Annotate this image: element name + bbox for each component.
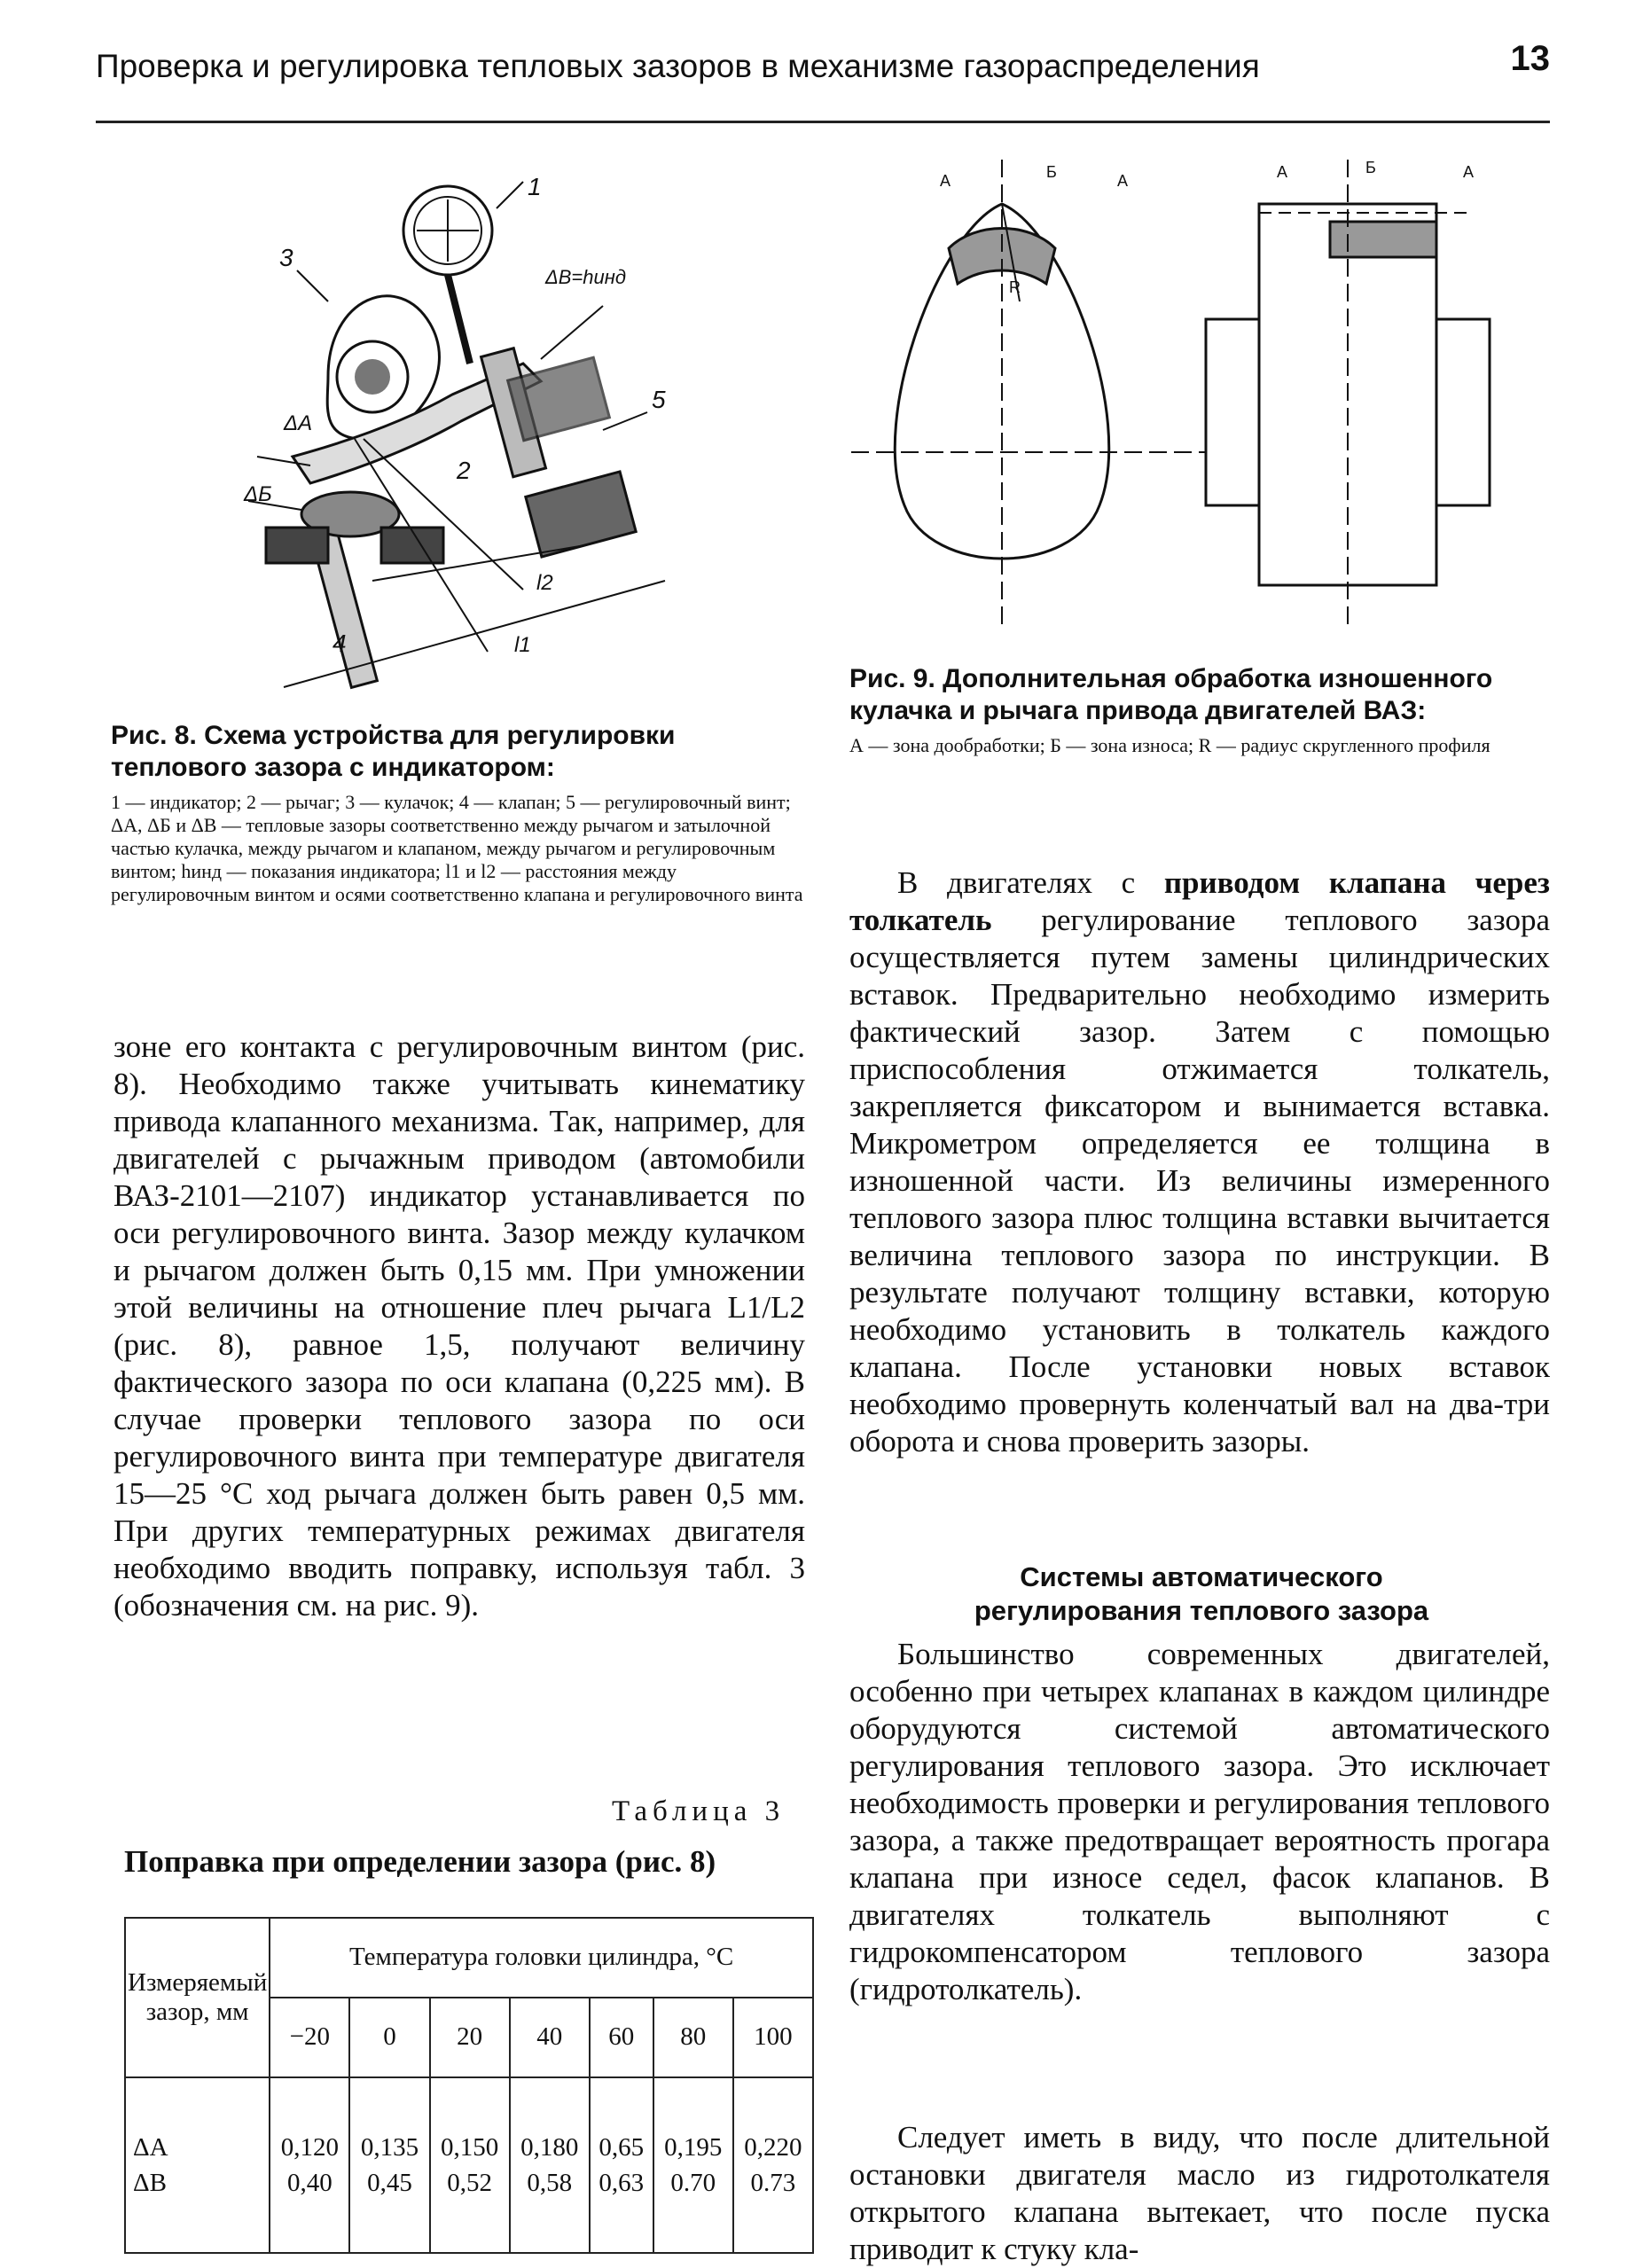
- value: 0,120: [280, 2132, 339, 2162]
- value: 0.70: [670, 2168, 716, 2197]
- right-paragraph-2: Большинство современных двигателей, особенно при четырех клапанах в каждом цилиндре оборудуются системой автоматического регулирования теплового зазора. Это исключает необходимость проверки и регулирования теплового зазора, а также предотвращает вероятность прогара клапана при износе седел, фасок клапанов. В двигателях толкатель выполняют с гидрокомпенсатором теплового зазора (гидротолкатель).: [849, 1637, 1550, 2006]
- value-cell: [510, 2077, 590, 2253]
- value: 0,58: [527, 2168, 573, 2197]
- value: 0,45: [367, 2168, 412, 2197]
- running-title: Проверка и регулировка тепловых зазоров в механизме газораспределения: [96, 48, 1260, 84]
- figure-8-diagram: [231, 173, 727, 714]
- fig8-label-l1: l1: [514, 633, 531, 657]
- value: 0,135: [360, 2132, 419, 2162]
- temp-cell: 0: [349, 1998, 429, 2077]
- temp-cell: 80: [653, 1998, 733, 2077]
- figure-8-caption-legend: 1 — индикатор; 2 — рычаг; 3 — кулачок; 4 — клапан; 5 — регулировочный винт; ΔA, ΔБ и ΔB — тепловые зазоры соответственно между рычагом и затылочной частью кулачка, между рычагом и клапаном, между рычагом и регулировочным винтом; hинд — показания индикатора; l1 и l2 — расстояния между регулировочным винтом и осями соответственно клапана и регулировочного винта: [111, 791, 803, 905]
- p1-bold: приводом клапана через толкатель: [849, 865, 1551, 937]
- figure-9-diagram: [851, 151, 1561, 647]
- value: 0,195: [664, 2132, 723, 2162]
- value-cell: [349, 2077, 429, 2253]
- value: 0.73: [750, 2168, 796, 2197]
- temp-cell: 40: [510, 1998, 590, 2077]
- value: 0,220: [744, 2132, 802, 2162]
- fig9-label-b: Б: [1046, 163, 1057, 181]
- fig8-label-da: ΔA: [284, 411, 313, 435]
- temp-header-cell: Температура головки цилиндра, °С: [270, 1918, 813, 1998]
- row-header-cell: Измеряемый зазор, мм: [125, 1918, 270, 2077]
- page-number: 13: [1510, 39, 1550, 78]
- value-cell: [430, 2077, 510, 2253]
- fig8-label-3: 3: [279, 244, 293, 271]
- temp-cell: −20: [270, 1998, 349, 2077]
- data-table: [124, 1917, 814, 2254]
- fig9-label-a3: А: [1463, 163, 1475, 181]
- table-label: Таблица 3: [612, 1795, 786, 1827]
- right-paragraph-1: [849, 864, 1550, 1460]
- value-cell: [270, 2077, 349, 2253]
- temp-cell: 20: [430, 1998, 510, 2077]
- fig9-label-b2: Б: [1365, 159, 1376, 176]
- value-cell: [653, 2077, 733, 2253]
- fig8-label-dv: ΔB=hинд: [545, 266, 627, 288]
- fig9-label-a-left: А: [940, 172, 951, 190]
- figure-8-caption-title: Рис. 8. Схема устройства для регулировки теплового зазора с индикатором:: [111, 721, 676, 782]
- row-name: ΔA: [133, 2132, 168, 2162]
- value-cell: [733, 2077, 813, 2253]
- row-names-cell: [125, 2077, 270, 2253]
- header-rule: [96, 121, 1550, 123]
- right-paragraph-3: Следует иметь в виду, что после длительной остановки двигателя масло из гидротолкателя открытого клапана вытекает, что после пуска приводит к стуку кла-: [849, 2120, 1550, 2266]
- fig9-label-a2: А: [1277, 163, 1288, 181]
- p1-rest: регулирование теплового зазора осуществляется путем замены цилиндрических вставок. Предварительно необходимо измерить фактический зазор. Затем с помощью приспособления отжимается толкатель, закрепляется фиксатором и вынимается вставка. Микрометром определяется ее толщина в изношенной части. Из величины измеренного теплового зазора плюс толщина вставки вычитается величина теплового зазора по инструкции. В результате получают толщину вставки, которую необходимо установить в толкатель каждого клапана. После установки новых вставок необходимо провернуть коленчатый вал на два-три оборота и снова проверить зазоры.: [849, 903, 1550, 1459]
- fig8-label-1: 1: [528, 173, 542, 200]
- value: 0,63: [599, 2168, 645, 2197]
- fig8-label-5: 5: [652, 386, 666, 413]
- fig8-label-2: 2: [457, 457, 471, 484]
- fig8-label-db: ΔБ: [244, 482, 272, 506]
- figure-9-caption-title: Рис. 9. Дополнительная обработка изношенного кулачка и рычага привода двигателей ВАЗ:: [849, 664, 1493, 725]
- fig9-label-r: R: [1009, 278, 1021, 296]
- figure-9-caption: [849, 663, 1550, 757]
- value: 0,150: [441, 2132, 499, 2162]
- row-name: ΔB: [133, 2168, 167, 2197]
- left-column-text: зоне его контакта с регулировочным винтом (рис. 8). Необходимо также учитывать кинематику привода клапанного механизма. Так, например, для двигателей с рычажным приводом (автомобили ВАЗ-2101—2107) индикатор устанавливается по оси регулировочного винта. Зазор между кулачком и рычагом должен быть 0,15 мм. При умножении этой величины на отношение плеч рычага L1/L2 (рис. 8), равное 1,5, получают величину фактического зазора по оси клапана (0,225 мм). В случае проверки теплового зазора по оси регулировочного винта при температуре двигателя 15—25 °С ход рычага должен быть равен 0,5 мм. При других температурных режимах двигателя необходимо вводить поправку, используя табл. 3 (обозначения см. на рис. 9).: [113, 1029, 805, 1623]
- figure-8-caption: [111, 720, 811, 906]
- fig8-label-4: 4: [333, 630, 347, 657]
- temp-cell: 60: [590, 1998, 653, 2077]
- value: 0,52: [447, 2168, 492, 2197]
- fig8-label-l2: l2: [536, 571, 553, 595]
- section-title: Системы автоматического регулирования теплового зазора: [974, 1561, 1429, 1626]
- temp-cell: 100: [733, 1998, 813, 2077]
- table-title: Поправка при определении зазора (рис. 8): [124, 1844, 716, 1879]
- page-header: [96, 39, 1550, 119]
- value: 0,65: [599, 2132, 645, 2162]
- value: 0,40: [286, 2168, 333, 2197]
- value-cell: [590, 2077, 653, 2253]
- figure-9-caption-legend: А — зона дообработки; Б — зона износа; R — радиус скругленного профиля: [849, 734, 1490, 756]
- p1-intro: В двигателях с: [897, 865, 1164, 900]
- value: 0,180: [520, 2132, 579, 2162]
- fig9-label-a-right: А: [1117, 172, 1129, 190]
